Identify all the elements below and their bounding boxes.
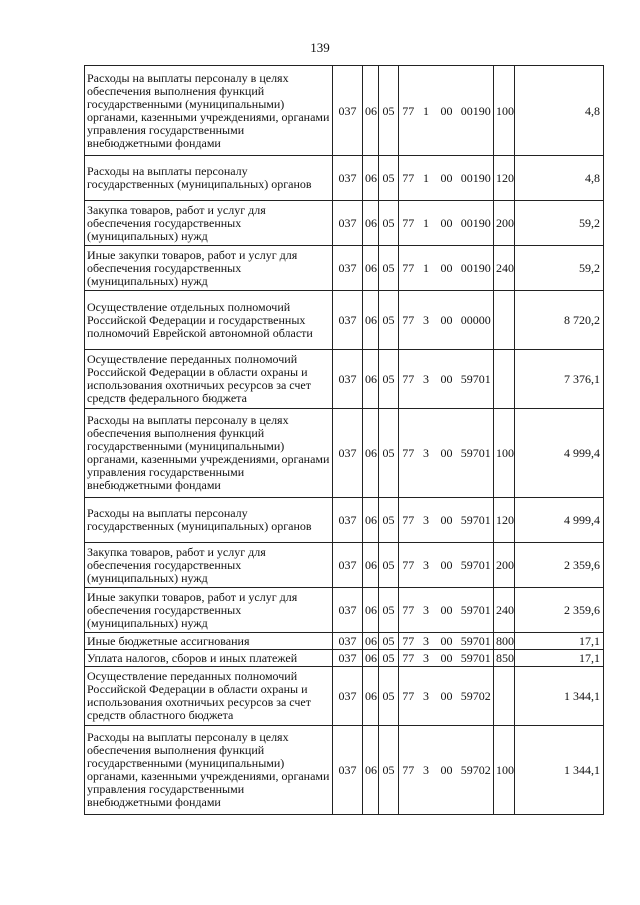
item-code-cell: 59702 (459, 726, 494, 815)
group-code-cell: 00 (435, 588, 459, 633)
group-code-cell: 00 (435, 350, 459, 409)
expense-name-cell: Осуществление отдельных полномочий Российской Федерации и государственных полномочий Еврейской автономной области (85, 291, 333, 350)
item-code-cell: 00190 (459, 201, 494, 246)
item-code-cell: 59701 (459, 409, 494, 498)
program-code-cell: 77 (399, 201, 418, 246)
group-code-cell: 00 (435, 409, 459, 498)
item-code-cell: 59701 (459, 543, 494, 588)
table-row (85, 543, 604, 588)
section-code-cell: 06 (363, 633, 379, 650)
expense-name-cell: Закупка товаров, работ и услуг для обеспечения государственных (муниципальных) нужд (85, 201, 333, 246)
ministry-code-cell: 037 (333, 201, 363, 246)
subsection-code-cell: 05 (379, 201, 399, 246)
expense-type-code-cell: 100 (494, 409, 515, 498)
table-row (85, 726, 604, 815)
subprogram-code-cell: 3 (418, 498, 435, 543)
ministry-code-cell: 037 (333, 633, 363, 650)
table-row (85, 633, 604, 650)
table-row (85, 156, 604, 201)
subsection-code-cell: 05 (379, 667, 399, 726)
table-row (85, 588, 604, 633)
expense-name-cell: Уплата налогов, сборов и иных платежей (85, 650, 333, 667)
subsection-code-cell: 05 (379, 156, 399, 201)
subprogram-code-cell: 1 (418, 156, 435, 201)
expense-type-code-cell (494, 667, 515, 726)
amount-cell: 4 999,4 (515, 498, 604, 543)
section-code-cell: 06 (363, 201, 379, 246)
section-code-cell: 06 (363, 498, 379, 543)
item-code-cell: 59701 (459, 498, 494, 543)
expense-type-code-cell: 100 (494, 66, 515, 156)
ministry-code-cell: 037 (333, 409, 363, 498)
item-code-cell: 59701 (459, 350, 494, 409)
section-code-cell: 06 (363, 543, 379, 588)
item-code-cell: 59701 (459, 633, 494, 650)
expense-type-code-cell: 120 (494, 498, 515, 543)
expense-type-code-cell: 850 (494, 650, 515, 667)
subprogram-code-cell: 1 (418, 201, 435, 246)
program-code-cell: 77 (399, 350, 418, 409)
expense-type-code-cell: 800 (494, 633, 515, 650)
section-code-cell: 06 (363, 588, 379, 633)
item-code-cell: 00000 (459, 291, 494, 350)
ministry-code-cell: 037 (333, 726, 363, 815)
expense-name-cell: Иные закупки товаров, работ и услуг для обеспечения государственных (муниципальных) нужд (85, 246, 333, 291)
expense-type-code-cell (494, 350, 515, 409)
subprogram-code-cell: 3 (418, 543, 435, 588)
expense-type-code-cell: 120 (494, 156, 515, 201)
expense-name-cell: Расходы на выплаты персоналу государственных (муниципальных) органов (85, 498, 333, 543)
section-code-cell: 06 (363, 291, 379, 350)
subsection-code-cell: 05 (379, 409, 399, 498)
expense-name-cell: Расходы на выплаты персоналу в целях обеспечения выполнения функций государственными (муниципальными) органами, казенными учреждениями, органами управления государственными внебюджетными фондами (85, 66, 333, 156)
table-row (85, 409, 604, 498)
subsection-code-cell: 05 (379, 498, 399, 543)
section-code-cell: 06 (363, 650, 379, 667)
subsection-code-cell: 05 (379, 543, 399, 588)
program-code-cell: 77 (399, 726, 418, 815)
subsection-code-cell: 05 (379, 66, 399, 156)
amount-cell: 8 720,2 (515, 291, 604, 350)
program-code-cell: 77 (399, 66, 418, 156)
ministry-code-cell: 037 (333, 498, 363, 543)
expense-name-cell: Иные бюджетные ассигнования (85, 633, 333, 650)
expense-name-cell: Расходы на выплаты персоналу государственных (муниципальных) органов (85, 156, 333, 201)
subsection-code-cell: 05 (379, 350, 399, 409)
expense-type-code-cell: 240 (494, 246, 515, 291)
subsection-code-cell: 05 (379, 246, 399, 291)
program-code-cell: 77 (399, 633, 418, 650)
subprogram-code-cell: 3 (418, 650, 435, 667)
ministry-code-cell: 037 (333, 246, 363, 291)
expense-type-code-cell (494, 291, 515, 350)
expense-name-cell: Расходы на выплаты персоналу в целях обеспечения выполнения функций государственными (муниципальными) органами, казенными учреждениями, органами управления государственными внебюджетными фондами (85, 409, 333, 498)
subsection-code-cell: 05 (379, 633, 399, 650)
program-code-cell: 77 (399, 667, 418, 726)
subsection-code-cell: 05 (379, 291, 399, 350)
group-code-cell: 00 (435, 66, 459, 156)
group-code-cell: 00 (435, 201, 459, 246)
group-code-cell: 00 (435, 498, 459, 543)
group-code-cell: 00 (435, 291, 459, 350)
table-row (85, 201, 604, 246)
amount-cell: 1 344,1 (515, 726, 604, 815)
expense-type-code-cell: 200 (494, 201, 515, 246)
item-code-cell: 00190 (459, 156, 494, 201)
program-code-cell: 77 (399, 246, 418, 291)
amount-cell: 4 999,4 (515, 409, 604, 498)
program-code-cell: 77 (399, 543, 418, 588)
group-code-cell: 00 (435, 667, 459, 726)
budget-table-body (85, 66, 604, 815)
page-number: 139 (310, 40, 330, 55)
item-code-cell: 59702 (459, 667, 494, 726)
section-code-cell: 06 (363, 726, 379, 815)
amount-cell: 4,8 (515, 156, 604, 201)
section-code-cell: 06 (363, 350, 379, 409)
section-code-cell: 06 (363, 667, 379, 726)
amount-cell: 17,1 (515, 633, 604, 650)
ministry-code-cell: 037 (333, 543, 363, 588)
item-code-cell: 59701 (459, 650, 494, 667)
table-row (85, 66, 604, 156)
subprogram-code-cell: 3 (418, 726, 435, 815)
amount-cell: 7 376,1 (515, 350, 604, 409)
section-code-cell: 06 (363, 409, 379, 498)
group-code-cell: 00 (435, 543, 459, 588)
table-row (85, 667, 604, 726)
table-row (85, 650, 604, 667)
subprogram-code-cell: 3 (418, 409, 435, 498)
table-row (85, 498, 604, 543)
program-code-cell: 77 (399, 650, 418, 667)
subprogram-code-cell: 3 (418, 667, 435, 726)
subprogram-code-cell: 1 (418, 246, 435, 291)
subprogram-code-cell: 3 (418, 291, 435, 350)
subprogram-code-cell: 3 (418, 350, 435, 409)
amount-cell: 4,8 (515, 66, 604, 156)
amount-cell: 2 359,6 (515, 588, 604, 633)
subprogram-code-cell: 3 (418, 633, 435, 650)
ministry-code-cell: 037 (333, 156, 363, 201)
ministry-code-cell: 037 (333, 650, 363, 667)
item-code-cell: 59701 (459, 588, 494, 633)
amount-cell: 17,1 (515, 650, 604, 667)
subsection-code-cell: 05 (379, 726, 399, 815)
group-code-cell: 00 (435, 156, 459, 201)
expense-name-cell: Иные закупки товаров, работ и услуг для обеспечения государственных (муниципальных) нужд (85, 588, 333, 633)
ministry-code-cell: 037 (333, 350, 363, 409)
item-code-cell: 00190 (459, 66, 494, 156)
amount-cell: 2 359,6 (515, 543, 604, 588)
table-row (85, 291, 604, 350)
ministry-code-cell: 037 (333, 588, 363, 633)
program-code-cell: 77 (399, 498, 418, 543)
ministry-code-cell: 037 (333, 291, 363, 350)
section-code-cell: 06 (363, 66, 379, 156)
budget-table (84, 65, 604, 815)
expense-type-code-cell: 240 (494, 588, 515, 633)
program-code-cell: 77 (399, 156, 418, 201)
group-code-cell: 00 (435, 650, 459, 667)
amount-cell: 1 344,1 (515, 667, 604, 726)
table-row (85, 246, 604, 291)
program-code-cell: 77 (399, 291, 418, 350)
amount-cell: 59,2 (515, 246, 604, 291)
item-code-cell: 00190 (459, 246, 494, 291)
ministry-code-cell: 037 (333, 66, 363, 156)
expense-name-cell: Осуществление переданных полномочий Российской Федерации в области охраны и использования охотничьих ресурсов за счет средств областного бюджета (85, 667, 333, 726)
subsection-code-cell: 05 (379, 588, 399, 633)
section-code-cell: 06 (363, 156, 379, 201)
group-code-cell: 00 (435, 246, 459, 291)
subsection-code-cell: 05 (379, 650, 399, 667)
amount-cell: 59,2 (515, 201, 604, 246)
subprogram-code-cell: 1 (418, 66, 435, 156)
subprogram-code-cell: 3 (418, 588, 435, 633)
ministry-code-cell: 037 (333, 667, 363, 726)
table-row (85, 350, 604, 409)
expense-name-cell: Расходы на выплаты персоналу в целях обеспечения выполнения функций государственными (муниципальными) органами, казенными учреждениями, органами управления государственными внебюджетными фондами (85, 726, 333, 815)
section-code-cell: 06 (363, 246, 379, 291)
expense-name-cell: Осуществление переданных полномочий Российской Федерации в области охраны и использования охотничьих ресурсов за счет средств федерального бюджета (85, 350, 333, 409)
expense-name-cell: Закупка товаров, работ и услуг для обеспечения государственных (муниципальных) нужд (85, 543, 333, 588)
program-code-cell: 77 (399, 409, 418, 498)
expense-type-code-cell: 100 (494, 726, 515, 815)
program-code-cell: 77 (399, 588, 418, 633)
expense-type-code-cell: 200 (494, 543, 515, 588)
group-code-cell: 00 (435, 726, 459, 815)
group-code-cell: 00 (435, 633, 459, 650)
